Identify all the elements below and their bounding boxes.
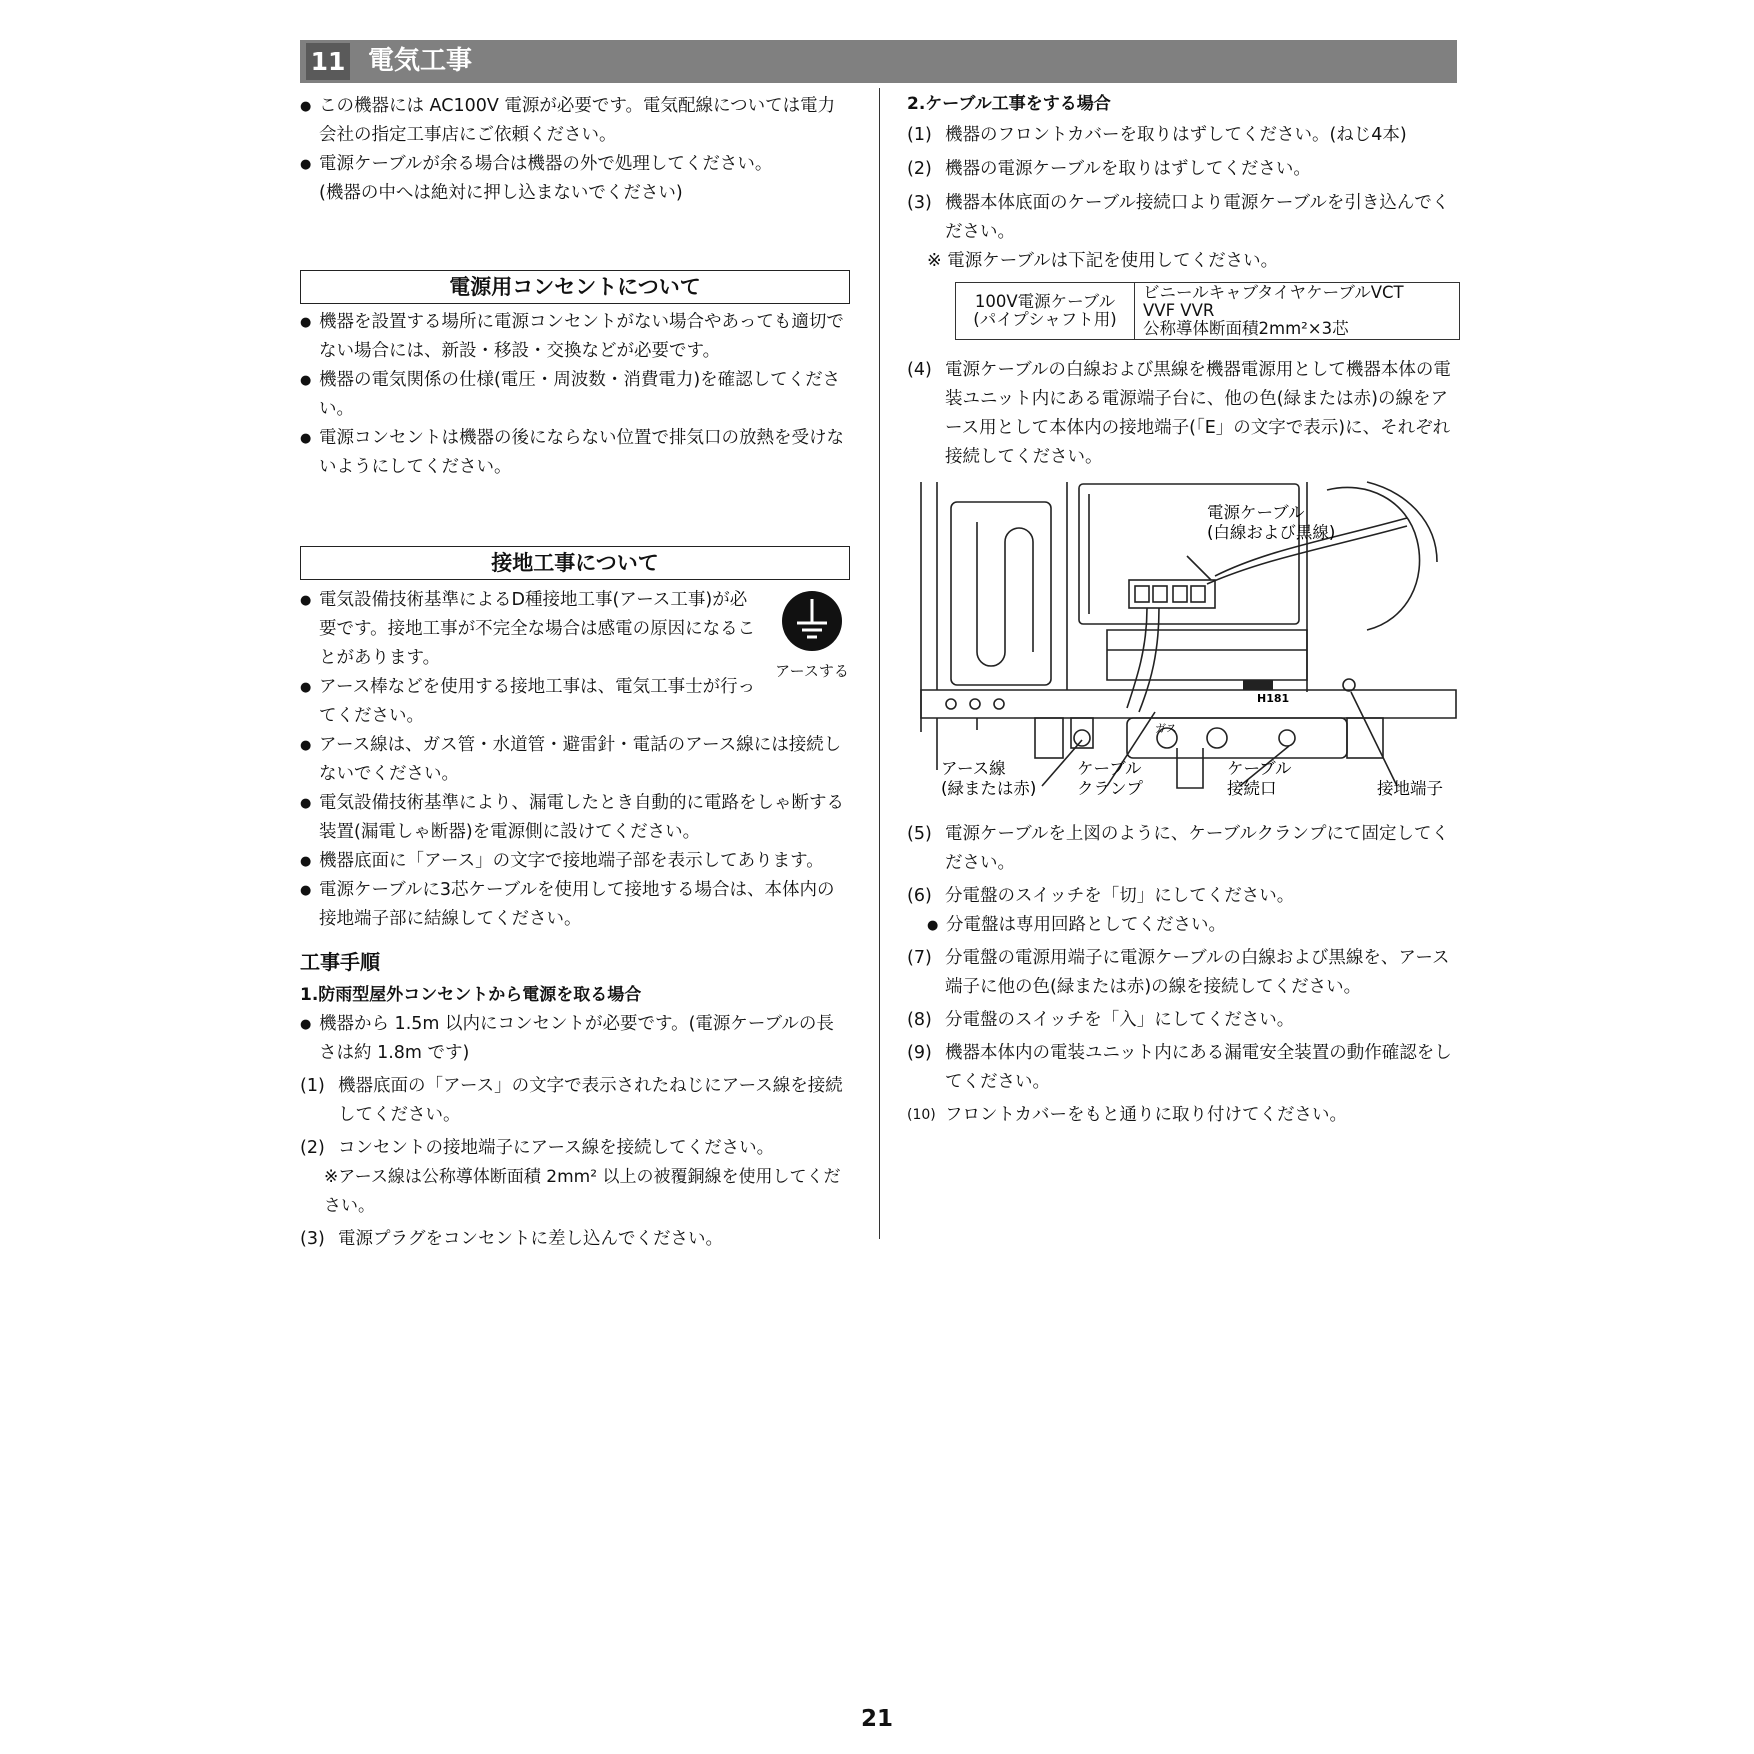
step-number: (5) <box>907 824 932 844</box>
case1-step <box>300 1134 850 1163</box>
step-text: 電源ケーブルを上図のように、ケーブルクランプにて固定してください。 <box>945 824 1449 873</box>
right-column <box>907 90 1459 1130</box>
earth-icon <box>781 590 843 652</box>
earth-wire-label-line1: アース線 <box>941 759 1006 778</box>
left-column <box>300 92 850 1254</box>
table-cell-line: 100V電源ケーブル <box>974 292 1116 311</box>
cable-clamp-label-line1: ケーブル <box>1077 759 1142 778</box>
step-text: 機器本体内の電装ユニット内にある漏電安全装置の動作確認をしてください。 <box>945 1043 1452 1092</box>
case1-step <box>300 1072 850 1130</box>
table-cell-line: ビニールキャブタイヤケーブルVCT <box>1143 283 1404 302</box>
case2-step <box>907 155 1459 184</box>
ground-item: ● 電源ケーブルに3芯ケーブルを使用して接地する場合は、本体内の接地端子部に結線してください。 <box>300 876 850 934</box>
case1-bullet: ● 機器から 1.5m 以内にコンセントが必要です。(電源ケーブルの長さは約 1.8m です) <box>300 1010 850 1068</box>
case1-title: 1.防雨型屋外コンセントから電源を取る場合 <box>300 985 642 1005</box>
cable-note: ※ 電源ケーブルは下記を使用してください。 <box>927 251 1279 271</box>
section-number: 11 <box>306 43 350 80</box>
table-cell-line: (パイプシャフト用) <box>973 310 1117 329</box>
cable-label-line2: (白線および黒線) <box>1207 523 1336 542</box>
ground-block <box>300 586 850 731</box>
case2-step <box>907 189 1459 247</box>
table-left-cell <box>956 283 1135 340</box>
step-text: 機器のフロントカバーを取りはずしてください。(ねじ4本) <box>945 125 1407 145</box>
page-number: 21 <box>860 1706 893 1732</box>
case2-step <box>907 944 1459 1002</box>
case2-title: 2.ケーブル工事をする場合 <box>907 94 1111 114</box>
wiring-diagram <box>907 480 1459 810</box>
outlet-item: ● 機器を設置する場所に電源コンセントがない場合やあっても適切でない場合には、新設・移設・交換などが必要です。 <box>300 308 850 366</box>
step-number: (3) <box>907 193 932 213</box>
step-number: (7) <box>907 948 932 968</box>
step-text: 機器の電源ケーブルを取りはずしてください。 <box>945 159 1311 179</box>
step-number: (4) <box>907 360 932 380</box>
step-text: コンセントの接地端子にアース線を接続してください。 <box>338 1138 775 1158</box>
ground-item: ● 電気設備技術基準によるD種接地工事(アース工事)が必要です。接地工事が不完全な場合は感電の原因になることがあります。 <box>300 586 762 673</box>
step-number: (3) <box>300 1229 325 1249</box>
table-right-cell <box>1135 283 1460 340</box>
cable-label-line1: 電源ケーブル <box>1207 503 1305 522</box>
gas-label: ガス <box>1155 722 1177 735</box>
step6-bullet: ● 分電盤は専用回路としてください。 <box>927 911 1459 940</box>
ground-item: ● 機器底面に「アース」の文字で接地端子部を表示してあります。 <box>300 847 850 876</box>
step-text: 分電盤の電源用端子に電源ケーブルの白線および黒線を、アース端子に他の色(緑または赤)の線を接続してください。 <box>945 948 1450 997</box>
ground-symbol <box>774 590 850 680</box>
intro-note: (機器の中へは絶対に押し込まないでください) <box>319 183 683 203</box>
ground-item: ● アース棒などを使用する接地工事は、電気工事士が行ってください。 <box>300 673 762 731</box>
column-divider <box>879 88 880 1239</box>
step-number: (6) <box>907 886 932 906</box>
step-text: 機器底面の「アース」の文字で表示されたねじにアース線を接続してください。 <box>338 1076 843 1125</box>
step-text: 分電盤のスイッチを「切」にしてください。 <box>945 886 1295 906</box>
step-number: (9) <box>907 1043 932 1063</box>
case2-step <box>907 121 1459 150</box>
procedure-title: 工事手順 <box>300 950 380 974</box>
case2-step <box>907 1101 1459 1130</box>
cable-inlet-label-line2: 接続口 <box>1227 779 1277 798</box>
step-text: 分電盤のスイッチを「入」にしてください。 <box>945 1010 1295 1030</box>
intro-item: ● この機器には AC100V 電源が必要です。電気配線については電力会社の指定工事店にご依頼ください。 <box>300 92 850 150</box>
earth-icon-label: アースする <box>775 662 849 680</box>
ground-item: ● 電気設備技術基準により、漏電したとき自動的に電路をしゃ断する装置(漏電しゃ断器)を電源側に設けてください。 <box>300 789 850 847</box>
outlet-item: ● 電源コンセントは機器の後にならない位置で排気口の放熱を受けないようにしてください。 <box>300 424 850 482</box>
step-number: (2) <box>300 1138 325 1158</box>
cable-inlet-label-line1: ケーブル <box>1227 759 1292 778</box>
ground-terminal-label: 接地端子 <box>1377 779 1443 798</box>
case2-step <box>907 1039 1459 1097</box>
step-text: 機器本体底面のケーブル接続口より電源ケーブルを引き込んでください。 <box>945 193 1450 242</box>
step-text: 電源ケーブルの白線および黒線を機器電源用として機器本体の電装ユニット内にある電源端子台に、他の色(緑または赤)の線をアース用として本体内の接地端子(「E」の文字で表示)に、それぞれ接続してください。 <box>945 360 1451 467</box>
case2-step <box>907 820 1459 878</box>
earth-wire-label-line2: (緑または赤) <box>941 779 1037 798</box>
case1-step <box>300 1225 850 1254</box>
section-title: 電気工事 <box>368 46 473 76</box>
case2-step <box>907 356 1459 472</box>
model-plate <box>1243 680 1273 690</box>
cable-spec-table <box>955 282 1460 340</box>
outlet-section-title: 電源用コンセントについて <box>300 270 850 304</box>
case1-note: ※アース線は公称導体断面積 2mm² 以上の被覆銅線を使用してください。 <box>324 1167 841 1216</box>
step-number: (10) <box>907 1107 936 1123</box>
table-cell-line: VVF VVR <box>1143 301 1215 320</box>
model-label: H181 <box>1257 692 1290 705</box>
cable-clamp-label-line2: クランプ <box>1077 779 1143 798</box>
section-header <box>300 40 1457 83</box>
ground-section-title: 接地工事について <box>300 546 850 580</box>
case2-step <box>907 882 1459 911</box>
step-number: (2) <box>907 159 932 179</box>
step-number: (1) <box>300 1076 325 1096</box>
case2-step <box>907 1006 1459 1035</box>
step-text: フロントカバーをもと通りに取り付けてください。 <box>945 1105 1347 1125</box>
step-text: 電源プラグをコンセントに差し込んでください。 <box>338 1229 723 1249</box>
intro-item: ● 電源ケーブルが余る場合は機器の外で処理してください。 <box>300 150 850 179</box>
outlet-item: ● 機器の電気関係の仕様(電圧・周波数・消費電力)を確認してください。 <box>300 366 850 424</box>
ground-item: ● アース線は、ガス管・水道管・避雷針・電話のアース線には接続しないでください。 <box>300 731 850 789</box>
table-cell-line: 公称導体断面積2mm²×3芯 <box>1143 319 1349 338</box>
step-number: (1) <box>907 125 932 145</box>
step-number: (8) <box>907 1010 932 1030</box>
